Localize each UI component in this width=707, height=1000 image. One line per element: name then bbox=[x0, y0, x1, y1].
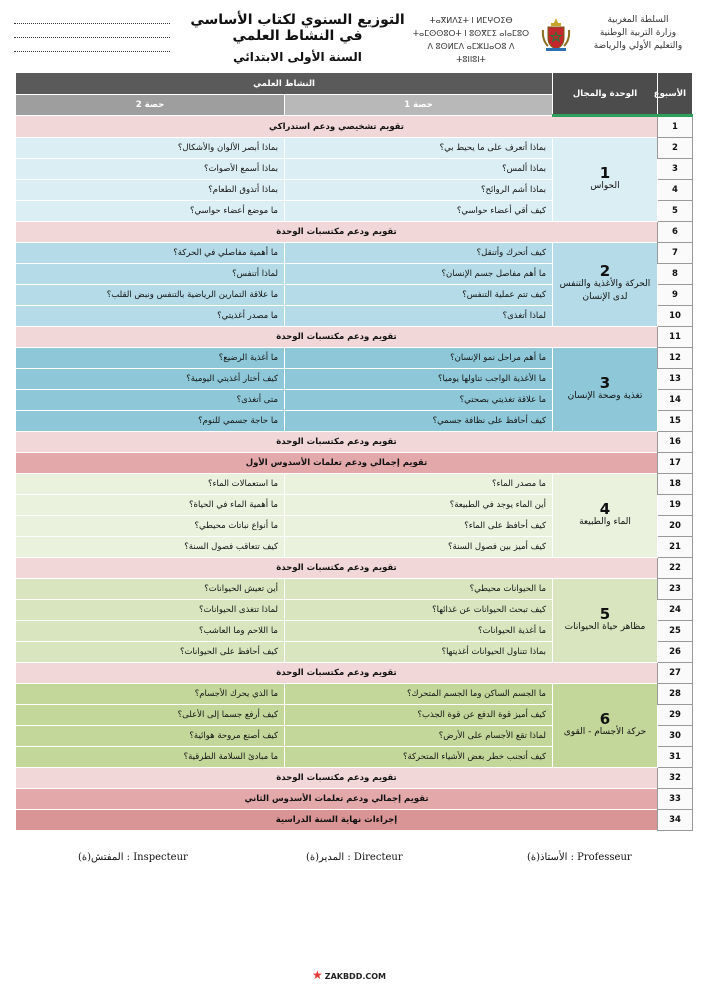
lesson-session2: ما أنواع نباتات محيطي؟ bbox=[16, 516, 285, 537]
table-row bbox=[16, 348, 693, 369]
lesson-session1: ما الجسم الساكن وما الجسم المتحرك؟ bbox=[285, 684, 553, 705]
lesson-session1: ما الحيوانات محيطي؟ bbox=[285, 579, 553, 600]
week-number: 25 bbox=[658, 621, 693, 642]
lesson-session2: بماذا أتذوق الطعام؟ bbox=[16, 180, 285, 201]
lesson-session1: كيف أتحرك وأتنقل؟ bbox=[285, 243, 553, 264]
lesson-session2: ما أهمية الماء في الحياة؟ bbox=[16, 495, 285, 516]
week-number: 15 bbox=[658, 411, 693, 432]
table-row bbox=[16, 663, 693, 684]
unit-cell bbox=[553, 138, 658, 222]
title-block bbox=[190, 12, 405, 64]
table-row bbox=[16, 684, 693, 705]
lesson-session2: ما الذي يحرك الأجسام؟ bbox=[16, 684, 285, 705]
unit-cell bbox=[553, 243, 658, 327]
eval-cell: تقويم ودعم مكتسبات الوحدة bbox=[16, 222, 658, 243]
unit-name: مظاهر حياة الحيوانات bbox=[564, 621, 646, 632]
lesson-session1: كيف تبحث الحيوانات عن غذائها؟ bbox=[285, 600, 553, 621]
lesson-session2: أين تعيش الحيوانات؟ bbox=[16, 579, 285, 600]
unit-cell bbox=[553, 474, 658, 558]
week-number: 19 bbox=[658, 495, 693, 516]
unit-header: الوحدة والمجال bbox=[553, 73, 658, 116]
distribution-table bbox=[15, 72, 693, 831]
ministry-line: والتعليم الأولي والرياضة bbox=[593, 41, 683, 51]
week-number: 23 bbox=[658, 579, 693, 600]
eval-cell: تقويم تشخيصي ودعم استدراكي bbox=[16, 116, 658, 138]
year-end-cell: إجراءات نهاية السنة الدراسية bbox=[16, 810, 658, 831]
table-row bbox=[16, 327, 693, 348]
eval-cell: تقويم ودعم مكتسبات الوحدة bbox=[16, 768, 658, 789]
lesson-session2: ما أغذية الرضيع؟ bbox=[16, 348, 285, 369]
blank-line[interactable] bbox=[14, 13, 170, 24]
signature-footer bbox=[0, 852, 707, 872]
lesson-session2: ما حاجة جسمي للنوم؟ bbox=[16, 411, 285, 432]
lesson-session2: ما اللاحم وما العاشب؟ bbox=[16, 621, 285, 642]
unit-number: 4 bbox=[599, 499, 611, 518]
lesson-session2: ما علاقة التمارين الرياضية بالتنفس ونبض القلب؟ bbox=[16, 285, 285, 306]
week-header: الأسبوع bbox=[658, 73, 693, 116]
unit-cell bbox=[553, 348, 658, 432]
lesson-session1: بماذا ألمس؟ bbox=[285, 159, 553, 180]
table-row bbox=[16, 789, 693, 810]
table-row bbox=[16, 222, 693, 243]
lesson-session1: كيف تتم عملية التنفس؟ bbox=[285, 285, 553, 306]
week-number: 24 bbox=[658, 600, 693, 621]
lesson-session2: كيف تتعاقب فصول السنة؟ bbox=[16, 537, 285, 558]
week-number: 5 bbox=[658, 201, 693, 222]
week-number: 8 bbox=[658, 264, 693, 285]
week-number: 27 bbox=[658, 663, 693, 684]
eval-cell: تقويم ودعم مكتسبات الوحدة bbox=[16, 663, 658, 684]
table-row bbox=[16, 810, 693, 831]
session2-header: حصة 2 bbox=[16, 95, 285, 116]
table-row bbox=[16, 116, 693, 138]
table-row bbox=[16, 432, 693, 453]
lesson-session2: كيف أختار أغذيتي اليومية؟ bbox=[16, 369, 285, 390]
brand-watermark bbox=[312, 968, 386, 982]
week-number: 4 bbox=[658, 180, 693, 201]
table-row bbox=[16, 558, 693, 579]
lesson-session2: ما أهمية مفاصلي في الحركة؟ bbox=[16, 243, 285, 264]
unit-name: تغذية وصحة الإنسان bbox=[567, 390, 643, 401]
lesson-session2: متى أتغذى؟ bbox=[16, 390, 285, 411]
unit-number: 1 bbox=[599, 163, 611, 182]
activity-header: النشاط العلمي bbox=[16, 73, 553, 95]
lesson-session1: أين الماء يوجد في الطبيعة؟ bbox=[285, 495, 553, 516]
page-title: التوزيع السنوي لكتاب الأساسي في النشاط العلمي bbox=[190, 12, 405, 44]
table-row bbox=[16, 138, 693, 159]
week-number: 14 bbox=[658, 390, 693, 411]
unit-cell bbox=[553, 579, 658, 663]
ministry-name bbox=[580, 14, 696, 53]
kingdom-emblem-icon bbox=[540, 16, 572, 52]
week-number: 29 bbox=[658, 705, 693, 726]
unit-name: الحركة والأغذية والتنفس لدى الإنسان bbox=[559, 279, 651, 302]
week-number: 2 bbox=[658, 138, 693, 159]
lesson-session2: بماذا أسمع الأصوات؟ bbox=[16, 159, 285, 180]
week-number: 9 bbox=[658, 285, 693, 306]
week-number: 6 bbox=[658, 222, 693, 243]
week-number: 17 bbox=[658, 453, 693, 474]
week-number: 34 bbox=[658, 810, 693, 831]
eval-cell: تقويم ودعم مكتسبات الوحدة bbox=[16, 558, 658, 579]
unit-number: 5 bbox=[599, 604, 611, 623]
week-number: 7 bbox=[658, 243, 693, 264]
lesson-session2: ما مبادئ السلامة الطرقية؟ bbox=[16, 747, 285, 768]
lesson-session2: ما استعمالات الماء؟ bbox=[16, 474, 285, 495]
unit-number: 2 bbox=[599, 262, 611, 280]
lesson-session1: كيف أميز قوة الدفع عن قوة الجذب؟ bbox=[285, 705, 553, 726]
blank-line[interactable] bbox=[14, 27, 170, 38]
unit-number: 6 bbox=[599, 709, 611, 728]
unit-name: حركة الأجسام - القوى bbox=[563, 726, 647, 737]
table-row bbox=[16, 474, 693, 495]
star-icon: ★ bbox=[312, 968, 323, 982]
lesson-session1: كيف أحافظ على نظافة جسمي؟ bbox=[285, 411, 553, 432]
lesson-session1: ما الأغذية الواجب تناولها يوميا؟ bbox=[285, 369, 553, 390]
week-number: 33 bbox=[658, 789, 693, 810]
ministry-line: السلطة المغربية bbox=[607, 15, 669, 25]
table-row bbox=[16, 453, 693, 474]
lesson-session2: ما مصدر أغذيتي؟ bbox=[16, 306, 285, 327]
inspector-signature: المفتش(ة) : Inspecteur bbox=[78, 852, 188, 863]
week-number: 11 bbox=[658, 327, 693, 348]
lesson-session1: ما أهم مراحل نمو الإنسان؟ bbox=[285, 348, 553, 369]
week-number: 26 bbox=[658, 642, 693, 663]
week-number: 3 bbox=[658, 159, 693, 180]
lesson-session1: بماذا أتعرف على ما يحيط بي؟ bbox=[285, 138, 553, 159]
unit-cell bbox=[553, 684, 658, 768]
week-number: 21 bbox=[658, 537, 693, 558]
tifinagh-line: ⵜⴰⴳⵍⴷⵉⵜ ⵏ ⵍⵎⵖⵔⵉⴱ bbox=[429, 16, 513, 25]
week-number: 12 bbox=[658, 348, 693, 369]
eval-cell: تقويم ودعم مكتسبات الوحدة bbox=[16, 432, 658, 453]
week-number: 16 bbox=[658, 432, 693, 453]
page-header bbox=[0, 0, 707, 68]
tifinagh-text bbox=[412, 14, 530, 66]
professor-signature: الأستاذ(ة) : Professeur bbox=[527, 852, 632, 863]
ministry-line: وزارة التربية الوطنية bbox=[599, 28, 677, 38]
tifinagh-line: ⴷ ⵓⵙⵍⵎⴷ ⴰⵎⵣⵡⴰⵔⵓ ⴷ ⵜⵓⵏⵏⵓⵏⵜ bbox=[427, 42, 515, 64]
week-number: 30 bbox=[658, 726, 693, 747]
lesson-session2: لماذا تتغذى الحيوانات؟ bbox=[16, 600, 285, 621]
lesson-session1: كيف أحافظ على الماء؟ bbox=[285, 516, 553, 537]
week-number: 20 bbox=[658, 516, 693, 537]
semester-eval-cell: تقويم إجمالي ودعم تعلمات الأسدوس الثاني bbox=[16, 789, 658, 810]
week-number: 13 bbox=[658, 369, 693, 390]
lesson-session2: كيف أصنع مروحة هوائية؟ bbox=[16, 726, 285, 747]
lesson-session2: ما موضع أعضاء حواسي؟ bbox=[16, 201, 285, 222]
semester-eval-cell: تقويم إجمالي ودعم تعلمات الأسدوس الأول bbox=[16, 453, 658, 474]
lesson-session1: كيف أميز بين فصول السنة؟ bbox=[285, 537, 553, 558]
tifinagh-line: ⵜⴰⵎⵙⵙⵓⵔⵜ ⵏ ⵓⵙⴳⵎⵉ ⴰⵏⴰⵎⵓⵔ bbox=[412, 29, 530, 38]
session1-header: حصة 1 bbox=[285, 95, 553, 116]
unit-name: الحواس bbox=[590, 180, 620, 191]
lesson-session1: كيف أتجنب خطر بعض الأشياء المتحركة؟ bbox=[285, 747, 553, 768]
lesson-session1: ما أغذية الحيوانات؟ bbox=[285, 621, 553, 642]
week-number: 18 bbox=[658, 474, 693, 495]
week-number: 10 bbox=[658, 306, 693, 327]
week-number: 1 bbox=[658, 116, 693, 138]
lesson-session2: لماذا أتنفس؟ bbox=[16, 264, 285, 285]
week-number: 32 bbox=[658, 768, 693, 789]
lesson-session2: بماذا أبصر الألوان والأشكال؟ bbox=[16, 138, 285, 159]
director-signature: المدير(ة) : Directeur bbox=[306, 852, 403, 863]
lesson-session1: لماذا تقع الأجسام على الأرض؟ bbox=[285, 726, 553, 747]
lesson-session1: بماذا تتناول الحيوانات أغذيتها؟ bbox=[285, 642, 553, 663]
unit-name: الماء والطبيعة bbox=[579, 516, 631, 527]
lesson-session1: ما علاقة تغذيتي بصحتي؟ bbox=[285, 390, 553, 411]
page-subtitle: السنة الأولى الابتدائي bbox=[233, 50, 362, 64]
lesson-session1: لماذا أتغذى؟ bbox=[285, 306, 553, 327]
week-number: 22 bbox=[658, 558, 693, 579]
eval-cell: تقويم ودعم مكتسبات الوحدة bbox=[16, 327, 658, 348]
table-row bbox=[16, 768, 693, 789]
table-row bbox=[16, 243, 693, 264]
blank-line[interactable] bbox=[14, 41, 170, 52]
lesson-session1: بماذا أشم الروائح؟ bbox=[285, 180, 553, 201]
week-number: 28 bbox=[658, 684, 693, 705]
table-row bbox=[16, 579, 693, 600]
lesson-session1: ما أهم مفاصل جسم الإنسان؟ bbox=[285, 264, 553, 285]
lesson-session2: كيف أرفع جسما إلى الأعلى؟ bbox=[16, 705, 285, 726]
lesson-session1: ما مصدر الماء؟ bbox=[285, 474, 553, 495]
lesson-session1: كيف أقي أعضاء حواسي؟ bbox=[285, 201, 553, 222]
brand-text: ZAKBDD.COM bbox=[324, 972, 387, 981]
week-number: 31 bbox=[658, 747, 693, 768]
lesson-session2: كيف أحافظ على الحيوانات؟ bbox=[16, 642, 285, 663]
unit-number: 3 bbox=[599, 373, 611, 392]
